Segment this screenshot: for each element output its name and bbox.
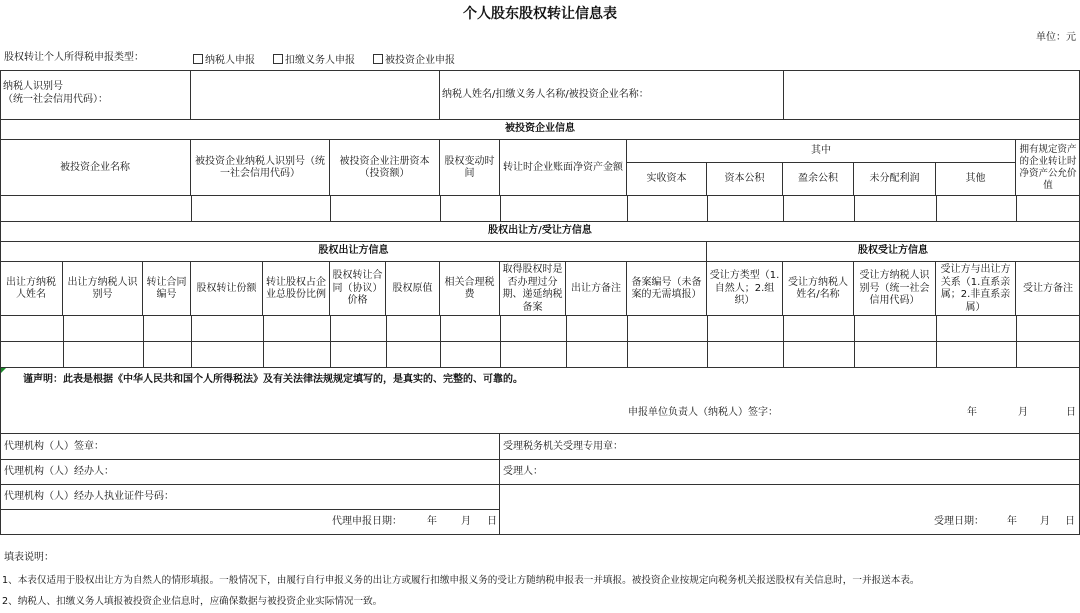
header-transferor-id: 出让方纳税人识别号 — [62, 262, 142, 316]
header-transferee-remark: 受让方备注 — [1015, 262, 1080, 316]
header-reg-capital: 被投资企业注册资本（投资额） — [329, 140, 439, 196]
checkbox-icon[interactable] — [193, 54, 203, 64]
declare-type-options — [193, 48, 593, 68]
signature-row — [0, 392, 1080, 434]
header-company-name: 被投资企业名称 — [60, 161, 130, 173]
header-transferee-id: 受让方纳税人识别号（统一社会信用代码） — [853, 262, 935, 316]
invested-company-title: 被投资企业信息 — [0, 120, 1080, 140]
header-fair-value: 拥有规定资产的企业转让时净资产公允价值 — [1015, 140, 1080, 196]
tax-office-receiver-label: 受理人： — [503, 465, 543, 477]
signature-day: 日 — [1066, 406, 1076, 418]
option-company[interactable]: 被投资企业申报 — [373, 51, 455, 66]
invested-company-data-row — [0, 196, 1080, 222]
header-net-assets: 转让时企业账面净资产金额 — [499, 140, 626, 196]
tax-office-month: 月 — [1040, 515, 1050, 527]
tax-office-year: 年 — [1007, 515, 1017, 527]
form-title: 个人股东股权转让信息表 — [463, 6, 617, 23]
header-transferor-name: 出让方纳税人姓名 — [6, 276, 56, 300]
declare-type-label: 股权转让个人所得税申报类型： — [4, 51, 144, 63]
header-deferral-filing: 取得股权时是否办理过分期、递延纳税备案 — [499, 262, 565, 316]
header-reasonable-tax: 相关合理税费 — [439, 262, 499, 316]
notes-title: 填表说明： — [4, 551, 54, 563]
header-paid-in: 实收资本 — [626, 163, 706, 196]
option-taxpayer[interactable]: 纳税人申报 — [193, 51, 255, 66]
header-of-which: 其中 — [626, 140, 1015, 163]
header-relationship: 受让方与出让方关系（1.直系亲属；2.非直系亲属） — [935, 262, 1015, 316]
taxpayer-id-label — [3, 80, 188, 106]
agency-day: 日 — [487, 515, 497, 527]
header-transferor-remark: 出让方备注 — [565, 262, 626, 316]
agency-year: 年 — [427, 515, 437, 527]
checkbox-icon[interactable] — [373, 54, 383, 64]
transferor-title: 股权出让方信息 — [0, 242, 706, 262]
option-withholder[interactable]: 扣缴义务人申报 — [273, 51, 355, 66]
header-transferee-type: 受让方类型（1.自然人；2.组织） — [706, 262, 782, 316]
agency-cert-label: 代理机构（人）经办人执业证件号码： — [4, 490, 174, 502]
taxpayer-id-label-line1: 纳税人识别号 — [3, 81, 63, 92]
header-undistributed: 未分配利润 — [853, 163, 935, 196]
header-transfer-share: 股权转让份额 — [190, 262, 262, 316]
header-contract-price: 股权转让合同（协议）价格 — [329, 262, 385, 316]
agency-date-label: 代理申报日期： — [332, 515, 402, 527]
header-contract-no: 转让合同编号 — [142, 262, 190, 316]
unit-label: 单位：元 — [1036, 31, 1076, 43]
tax-office-seal-label: 受理税务机关受理专用章： — [503, 440, 623, 452]
signature-label: 申报单位负责人（纳税人）签字： — [628, 406, 778, 418]
header-share-ratio: 转让股权占企业总股份比例 — [262, 262, 329, 316]
signature-month: 月 — [1018, 406, 1028, 418]
taxpayer-id-field[interactable] — [190, 70, 439, 120]
tax-office-date-label: 受理日期： — [934, 515, 984, 527]
signature-year: 年 — [967, 406, 977, 418]
header-original-value: 股权原值 — [385, 262, 439, 316]
transferee-title: 股权受让方信息 — [706, 242, 1080, 262]
agency-seal-label: 代理机构（人）签章： — [4, 440, 104, 452]
taxpayer-id-label-line2: （统一社会信用代码）： — [3, 94, 108, 105]
agency-handler-label: 代理机构（人）经办人： — [4, 465, 114, 477]
header-other: 其他 — [935, 163, 1015, 196]
header-company-tax-id: 被投资企业纳税人识别号（统一社会信用代码） — [190, 140, 329, 196]
note-item-2: 2、纳税人、扣缴义务人填报被投资企业信息时，应确保数据与被投资企业实际情况一致。 — [2, 596, 383, 607]
header-transferee-name: 受让方纳税人姓名/名称 — [782, 262, 853, 316]
note-item-1: 1、本表仅适用于股权出让方为自然人的情形填报。一般情况下，由履行自行申报义务的出让方或履行扣缴申报义务的受让方随纳税申报表一并填报。被投资企业按规定向税务机关报送股权有关信息时，一并报送本表。 — [2, 575, 920, 586]
table-row[interactable] — [0, 316, 1080, 342]
taxpayer-name-label: 纳税人姓名/扣缴义务人名称/被投资企业名称： — [439, 70, 783, 120]
declaration-text: 谨声明：此表是根据《中华人民共和国个人所得税法》及有关法律法规规定填写的，是真实的、完整的、可靠的。 — [0, 368, 1080, 392]
checkbox-icon[interactable] — [273, 54, 283, 64]
header-capital-reserve: 资本公积 — [706, 163, 782, 196]
table-row[interactable] — [0, 342, 1080, 368]
agency-month: 月 — [461, 515, 471, 527]
tax-office-day: 日 — [1065, 515, 1075, 527]
transfer-section-title: 股权出让方/受让方信息 — [0, 222, 1080, 242]
header-surplus-reserve: 盈余公积 — [782, 163, 853, 196]
header-change-time: 股权变动时间 — [439, 140, 499, 196]
header-filing-no: 备案编号（未备案的无需填报） — [626, 262, 706, 316]
taxpayer-name-field[interactable] — [783, 70, 1080, 120]
